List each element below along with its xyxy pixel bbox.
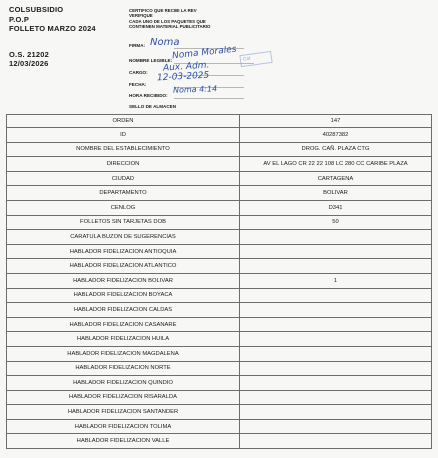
row-label: HABLADOR FIDELIZACION CASANARE — [7, 317, 240, 332]
row-value — [240, 376, 432, 391]
row-value — [240, 244, 432, 259]
row-label: HABLADOR FIDELIZACION SANTANDER — [7, 405, 240, 420]
table-row — [7, 434, 432, 449]
table-row — [7, 215, 432, 230]
row-label: ID — [7, 128, 240, 143]
row-label: HABLADOR FIDELIZACION ANTIOQUIA — [7, 244, 240, 259]
service-order: O.S. 21202 — [9, 49, 49, 59]
row-value: AV EL LAGO CR 22 22 108 LC 280 CC CARIBE PLAZA — [240, 157, 432, 172]
table-row — [7, 244, 432, 259]
table-row — [7, 273, 432, 288]
row-value: DROG. CAÑ. PLAZA CTG — [240, 142, 432, 157]
certificate-line: CERTIFICO QUE RECIBI LA REV — [129, 8, 197, 13]
field-label-hora: HORA RECIBIDO: — [129, 93, 168, 98]
certificate-text — [129, 8, 210, 30]
row-value: CARTAGENA — [240, 171, 432, 186]
row-value — [240, 419, 432, 434]
row-label: DEPARTAMENTO — [7, 186, 240, 201]
row-label: DIRECCION — [7, 157, 240, 172]
table-row — [7, 115, 432, 128]
table-row — [7, 376, 432, 391]
table-row — [7, 230, 432, 245]
table-row — [7, 303, 432, 318]
field-label-nombre: NOMBRE LEGIBLE: — [129, 58, 173, 63]
table-row — [7, 128, 432, 143]
handwritten-cargo: Aux. Adm. — [162, 60, 210, 74]
row-label: HABLADOR FIDELIZACION QUINDIO — [7, 376, 240, 391]
row-label: HABLADOR FIDELIZACION RISARALDA — [7, 390, 240, 405]
table-row — [7, 186, 432, 201]
field-label-cargo: CARGO: — [129, 70, 148, 75]
table-row — [7, 142, 432, 157]
org-name: COLSUBSIDIO — [9, 5, 64, 14]
row-label: CENLOG — [7, 200, 240, 215]
table-row — [7, 157, 432, 172]
row-label: HABLADOR FIDELIZACION CALDAS — [7, 303, 240, 318]
row-label: HABLADOR FIDELIZACION VALLE — [7, 434, 240, 449]
row-value — [240, 346, 432, 361]
table-row — [7, 390, 432, 405]
field-label-firma: FIRMA: — [129, 43, 146, 48]
table-row — [7, 200, 432, 215]
row-value: D341 — [240, 200, 432, 215]
delivery-table — [6, 114, 432, 449]
row-label: HABLADOR FIDELIZACION MAGDALENA — [7, 346, 240, 361]
row-value — [240, 303, 432, 318]
table-row — [7, 405, 432, 420]
org-subtitle: P.O.P — [9, 14, 30, 24]
row-value: 40287382 — [240, 128, 432, 143]
row-value — [240, 434, 432, 449]
table-row — [7, 171, 432, 186]
table-row — [7, 259, 432, 274]
handwritten-date: 12-03-2025 — [156, 70, 210, 84]
hora-line — [174, 98, 244, 99]
row-label: HABLADOR FIDELIZACION BOLIVAR — [7, 273, 240, 288]
row-value: 50 — [240, 215, 432, 230]
row-label: CARATULA BUZON DE SUGERENCIAS — [7, 230, 240, 245]
row-value: BOLIVAR — [240, 186, 432, 201]
row-value — [240, 259, 432, 274]
row-value — [240, 405, 432, 420]
table-row — [7, 419, 432, 434]
row-label: FOLLETOS SIN TARJETAS DOB — [7, 215, 240, 230]
folleto-title: FOLLETO MARZO 2024 — [9, 24, 96, 33]
stamp-mark: Col — [239, 51, 272, 67]
row-label: NOMBRE DEL ESTABLECIMIENTO — [7, 142, 240, 157]
table-row — [7, 346, 432, 361]
row-value: 147 — [240, 115, 432, 128]
row-value — [240, 317, 432, 332]
row-value: 1 — [240, 273, 432, 288]
row-label: CIUDAD — [7, 171, 240, 186]
row-label: HABLADOR FIDELIZACION NORTE — [7, 361, 240, 376]
certificate-line: VERIFIQUE — [129, 13, 153, 19]
document-date: 12/03/2026 — [9, 59, 49, 68]
field-label-sello: SELLO DE ALMACEN — [129, 104, 177, 109]
certificate-line: CONTIENEN MATERIAL PUBLICITARIO — [129, 24, 211, 30]
handwritten-time: Noma 4:14 — [172, 84, 218, 95]
row-value — [240, 288, 432, 303]
table-row — [7, 317, 432, 332]
row-label: ORDEN — [7, 115, 240, 128]
row-label: HABLADOR FIDELIZACION ATLANTICO — [7, 259, 240, 274]
certificate-line: CADA UNO DE LOS PAQUETES QUE — [129, 18, 206, 24]
row-value — [240, 390, 432, 405]
row-label: HABLADOR FIDELIZACION TOLIMA — [7, 419, 240, 434]
table-row — [7, 332, 432, 347]
handwritten-name: Noma Morales — [171, 44, 237, 62]
header-left — [9, 5, 96, 69]
row-value — [240, 332, 432, 347]
handwritten-signature: Noma — [150, 37, 180, 48]
row-value — [240, 361, 432, 376]
table-row — [7, 361, 432, 376]
row-label: HABLADOR FIDELIZACION HUILA — [7, 332, 240, 347]
field-label-fecha: FECHA: — [129, 82, 147, 87]
table-row — [7, 288, 432, 303]
row-label: HABLADOR FIDELIZACION BOYACA — [7, 288, 240, 303]
row-value — [240, 230, 432, 245]
